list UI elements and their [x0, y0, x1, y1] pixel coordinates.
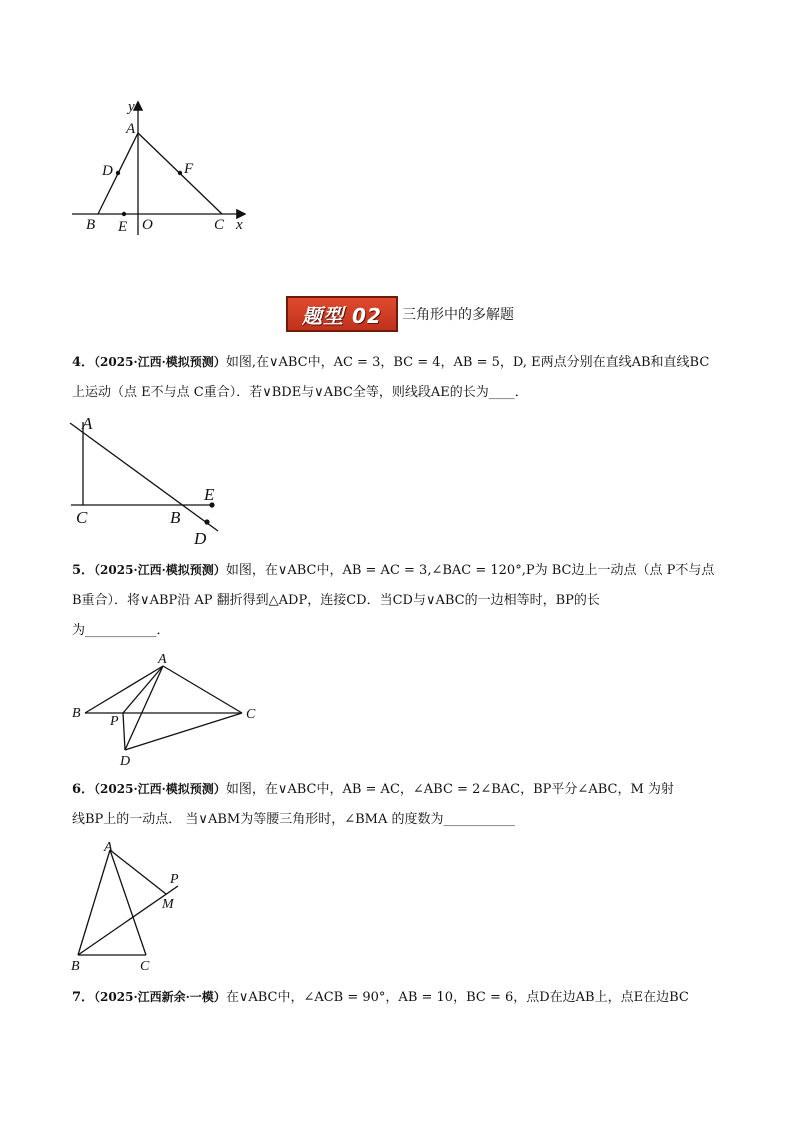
figure-coordinate-triangle [60, 95, 260, 245]
question-text: 如图,在∨ABC中，AC = 3，BC = 4，AB = 5，D, E两点分别在直线AB和直线BC [225, 355, 710, 370]
label-d: D [120, 754, 131, 768]
question-6-line2: 线BP上的一动点． 当∨ABM为等腰三角形时，∠BMA 的度数为___________ [72, 812, 515, 827]
label-c: C [214, 217, 225, 233]
segment-ab [85, 666, 163, 713]
label-b: B [86, 217, 96, 233]
question-6 [72, 774, 722, 835]
question-5-line1 [72, 555, 722, 586]
label-b: B [72, 706, 81, 721]
segment-ap [123, 666, 163, 713]
question-7 [72, 982, 722, 1013]
section-title: 三角形中的多解题 [402, 307, 514, 323]
point-e [122, 212, 126, 216]
segment-pd [123, 713, 125, 750]
label-e: E [204, 485, 215, 504]
question-source: （2025·江西·模拟预测） [94, 563, 226, 577]
label-c: C [76, 508, 88, 527]
label-f: F [184, 161, 194, 177]
question-4 [72, 347, 722, 408]
point-f [178, 171, 182, 175]
question-number: 7． [72, 990, 95, 1005]
label-a: A [104, 840, 113, 855]
question-text: 如图，在∨ABC中，AB = AC = 3,∠BAC = 120°,P为 BC边上一动点（点 P不与点 [225, 563, 715, 578]
label-x: x [236, 217, 243, 233]
label-c: C [246, 707, 256, 722]
segment-cd [125, 713, 242, 750]
label-y: y [128, 99, 135, 115]
label-e: E [118, 219, 128, 235]
label-d: D [194, 529, 207, 547]
question-5 [72, 555, 722, 646]
question-text: 在∨ABC中，∠ACB = 90°，AB = 10，BC = 6，点D在边AB上，点E在边BC [225, 990, 689, 1005]
segment-am [110, 850, 166, 894]
question-4-line1 [72, 347, 722, 378]
question-number: 4． [72, 355, 95, 370]
section-badge: 题型 02 [286, 296, 398, 332]
question-4-line2: 上运动（点 E不与点 C重合）．若∨BDE与∨ABC全等，则线段AE的长为____． [72, 385, 528, 400]
figure-q4 [66, 412, 226, 547]
question-6-line1 [72, 774, 722, 805]
question-number: 6． [72, 782, 95, 797]
label-b: B [71, 959, 80, 974]
figure-q6 [66, 838, 196, 976]
question-5-line3: 为___________． [72, 623, 170, 638]
label-p: P [110, 714, 119, 729]
label-a: A [82, 414, 93, 433]
question-7-line1 [72, 982, 722, 1013]
figure-q5 [68, 648, 268, 768]
label-c: C [140, 959, 150, 974]
point-d [116, 171, 120, 175]
label-a: A [126, 121, 136, 137]
label-o: O [142, 217, 153, 233]
question-5-line2: B重合）．将∨ABP沿 AP 翻折得到△ADP，连接CD．当CD与∨ABC的一边相等时，BP的长 [72, 593, 600, 608]
label-b: B [170, 508, 181, 527]
segment-ac [110, 850, 146, 955]
label-d: D [102, 163, 113, 179]
question-source: （2025·江西·模拟预测） [94, 782, 226, 796]
question-source: （2025·江西新余·一模） [94, 990, 226, 1004]
segment-ac [163, 666, 242, 713]
line-ad [70, 423, 218, 531]
question-source: （2025·江西·模拟预测） [94, 355, 226, 369]
label-a: A [158, 652, 167, 667]
label-p: P [170, 872, 179, 887]
label-m: M [162, 897, 174, 912]
point-d [204, 519, 209, 524]
question-text: 如图，在∨ABC中，AB = AC，∠ABC = 2∠BAC，BP平分∠ABC，M 为射 [225, 782, 674, 797]
question-number: 5． [72, 563, 95, 578]
segment-ab [78, 850, 110, 955]
segment-ad [125, 666, 163, 750]
